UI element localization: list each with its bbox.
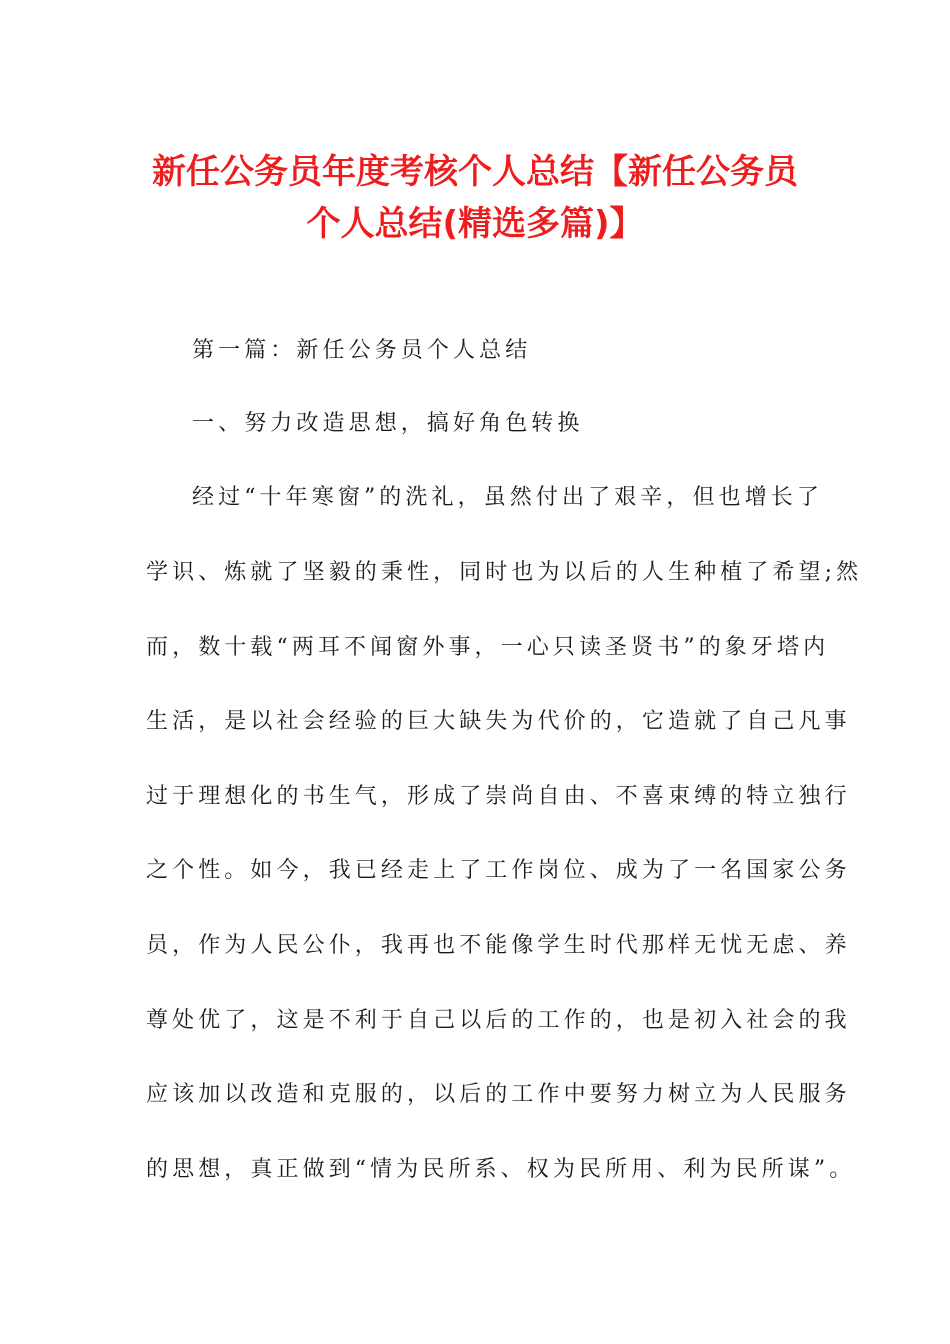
paragraph-line: 尊处优了，这是不利于自己以后的工作的，也是初入社会的我 bbox=[146, 1008, 851, 1033]
section-heading: 第一篇：新任公务员个人总结 bbox=[192, 338, 532, 363]
paragraph-line: 生活，是以社会经验的巨大缺失为代价的，它造就了自己凡事 bbox=[146, 709, 851, 734]
paragraph-line: 应该加以改造和克服的，以后的工作中要努力树立为人民服务 bbox=[146, 1082, 851, 1107]
document-title-line-2: 个人总结(精选多篇)】 bbox=[306, 204, 644, 244]
paragraph-line: 而，数十载“两耳不闻窗外事，一心只读圣贤书”的象牙塔内 bbox=[146, 635, 830, 660]
paragraph-line: 过于理想化的书生气，形成了崇尚自由、不喜束缚的特立独行 bbox=[146, 784, 851, 809]
paragraph-line: 的思想，真正做到“情为民所系、权为民所用、利为民所谋”。 bbox=[146, 1157, 856, 1182]
document-title-line-1: 新任公务员年度考核个人总结【新任公务员 bbox=[152, 152, 798, 192]
paragraph-line: 之个性。如今，我已经走上了工作岗位、成为了一名国家公务 bbox=[146, 858, 851, 883]
subheading: 一、努力改造思想，搞好角色转换 bbox=[192, 411, 584, 436]
paragraph-line: 员，作为人民公仆，我再也不能像学生时代那样无忧无虑、养 bbox=[146, 933, 851, 958]
paragraph-line: 经过“十年寒窗”的洗礼，虽然付出了艰辛，但也增长了 bbox=[192, 485, 823, 510]
paragraph-line: 学识、炼就了坚毅的秉性，同时也为以后的人生种植了希望;然 bbox=[146, 560, 863, 585]
